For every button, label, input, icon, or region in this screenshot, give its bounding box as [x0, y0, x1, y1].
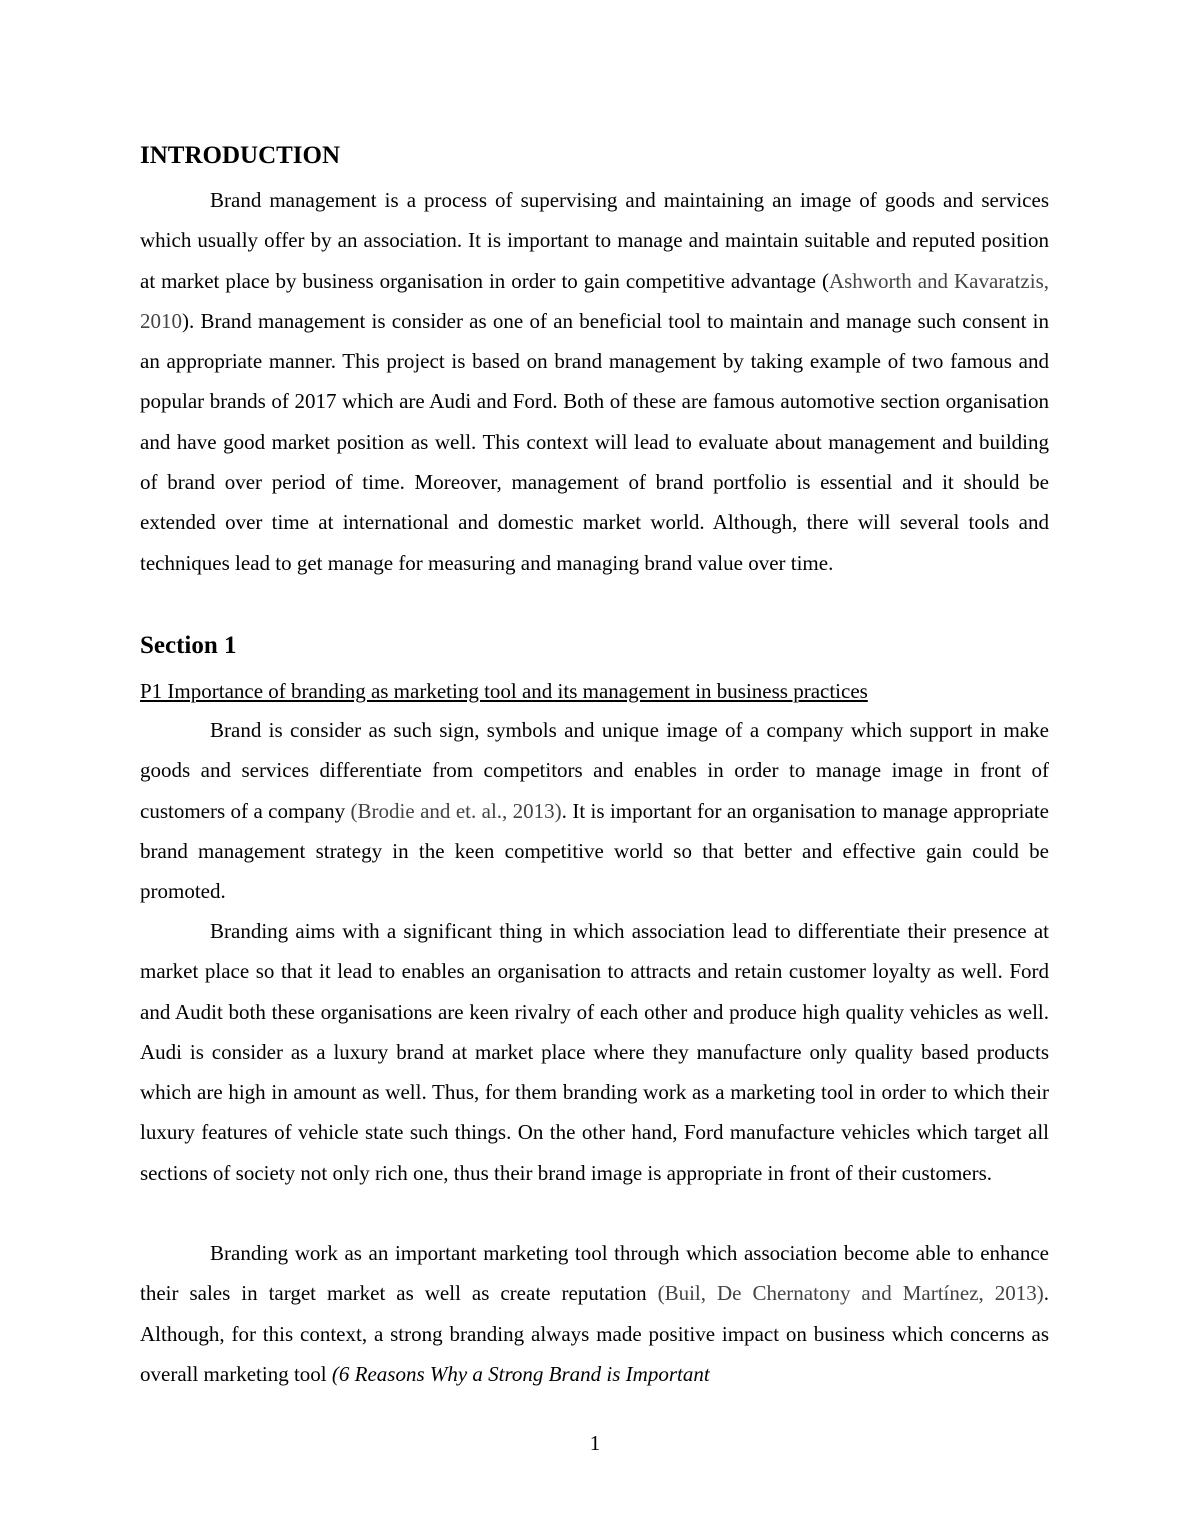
citation-buil: (Buil, De Chernatony and Martínez, 2013): [657, 1281, 1044, 1306]
section-1-heading: Section 1: [140, 632, 237, 659]
introduction-paragraph: [140, 180, 1049, 583]
branding-tool-paragraph: [140, 1233, 1049, 1394]
citation-brodie: (Brodie and et. al., 2013): [350, 798, 562, 823]
intro-text-part2: ). Brand management is consider as one of an beneficial tool to maintain and manage such consent in an appropriate manner. This project is based on brand management by taking example of two famous and popular brands of 2017 which are Audi and Ford. Both of these are famous automotive section organisation and have good market position as well. This context will lead to evaluate about management and building of brand over period of time. Moreover, management of brand portfolio is essential and it should be extended over time at international and domestic market world. Although, there will several tools and techniques lead to get manage for measuring and managing brand value over time.: [140, 308, 1049, 575]
para4-text-part1: Branding work as an important marketing tool through which association become able to enhance their sales in target market as well as create reputation: [140, 1241, 1049, 1306]
brand-definition-paragraph: [140, 710, 1049, 911]
para2-text-part2: . It is important for an organisation to manage appropriate brand management strategy in the keen competitive world so that better and effective gain could be promoted.: [140, 798, 1049, 904]
italic-reference: (6 Reasons Why a Strong Brand is Important: [331, 1361, 710, 1386]
citation-ashworth: Ashworth and Kavaratzis, 2010: [140, 268, 1049, 333]
para4-text-part2: . Although, for this context, a strong branding always made positive impact on business which concerns as overall marketing tool: [140, 1281, 1049, 1386]
branding-aims-paragraph: Branding aims with a significant thing in which association lead to differentiate their presence at market place so that it lead to enables an organisation to attracts and retain customer loyalty as well. Ford and Audit both these organisations are keen rivalry of each other and produce high quality vehicles as well. Audi is consider as a luxury brand at market place where they manufacture only quality based products which are high in amount as well. Thus, for them branding work as a marketing tool in order to which their luxury features of vehicle state such things. On the other hand, Ford manufacture vehicles which target all sections of society not only rich one, thus their brand image is appropriate in front of their customers.: [140, 919, 1049, 1185]
page-number: 1: [589, 1431, 601, 1455]
introduction-heading: INTRODUCTION: [140, 142, 341, 169]
p1-subheading: P1 Importance of branding as marketing tool and its management in business practices: [140, 679, 868, 703]
para2-text-part1: Brand is consider as such sign, symbols and unique image of a company which support in make goods and services differentiate from competitors and enables in order to manage image in front of customers of a company: [140, 718, 1049, 823]
intro-text-part1: Brand management is a process of supervising and maintaining an image of goods and services which usually offer by an association. It is important to manage and maintain suitable and reputed position at market place by business organisation in order to gain competitive advantage (: [140, 188, 1049, 293]
